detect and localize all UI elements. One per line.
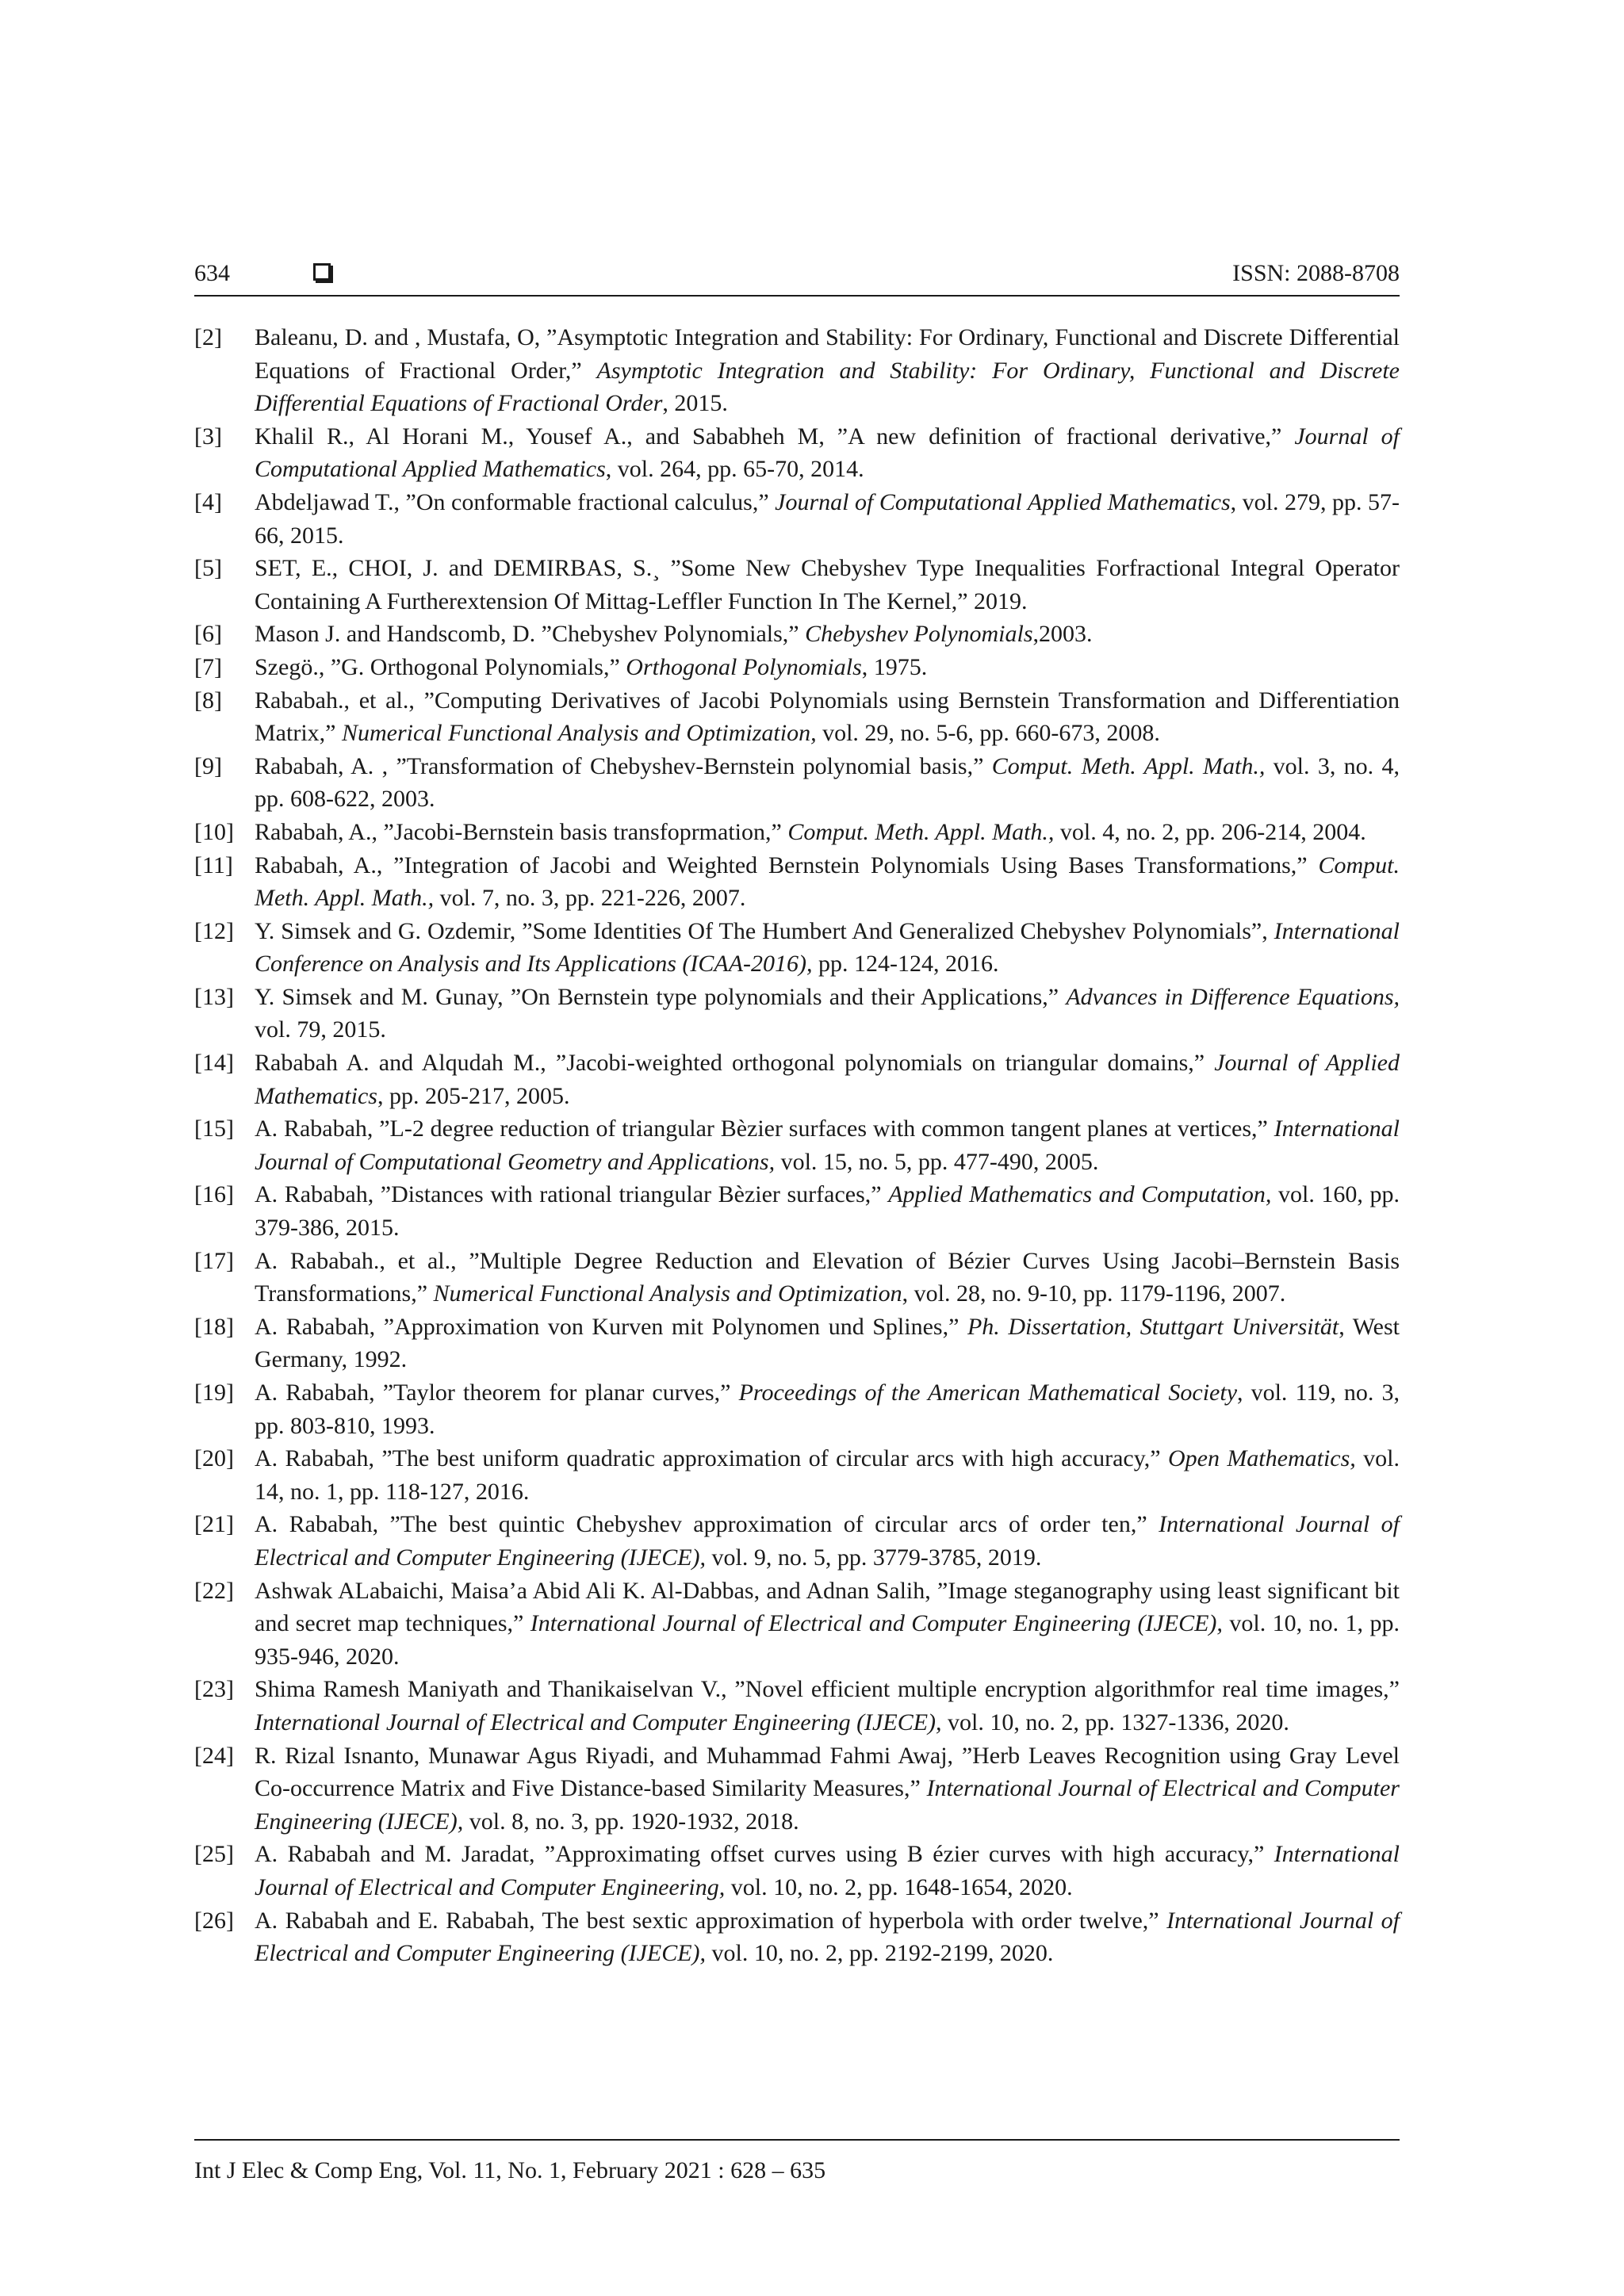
reference-item [194,1442,1400,1508]
reference-source: International Journal of Computational Geometry and Applications, [255,1115,1400,1175]
reference-item [194,1112,1400,1178]
reference-item [194,486,1400,552]
reference-item [194,618,1400,651]
reference-source: International Journal of Electrical and Computer Engineering (IJECE), [255,1907,1400,1967]
reference-number: [4] [194,488,222,515]
reference-details: vol. 15, no. 5, pp. 477-490, 2005. [775,1148,1099,1175]
reference-item [194,750,1400,816]
reference-item [194,981,1400,1047]
reference-details: vol. 7, no. 3, pp. 221-226, 2007. [434,885,746,912]
footer-citation: Int J Elec & Comp Eng, Vol. 11, No. 1, February 2021 : 628 – 635 [194,2157,826,2183]
reference-item [194,1575,1400,1674]
page-number: 634 [194,260,230,286]
reference-text: Shima Ramesh Maniyath and Thanikaiselvan V., ”Novel efficient multiple encryption algorithmfor real time images,” [255,1676,1400,1703]
reference-item [194,1178,1400,1244]
issn-label: ISSN: 2088-8708 [1232,260,1400,286]
box-icon [313,263,331,281]
reference-source: International Journal of Electrical and Computer Engineering (IJECE), [530,1610,1223,1637]
reference-list [194,321,1400,1970]
reference-text: A. Rababah, ”L-2 degree reduction of triangular Bèzier surfaces with common tangent planes at vertices,” [255,1115,1274,1142]
reference-text: Y. Simsek and G. Ozdemir, ”Some Identities Of The Humbert And Generalized Chebyshev Polynomials”, [255,917,1274,944]
reference-text: A. Rababah, ”Approximation von Kurven mit Polynomen und Splines,” [255,1313,967,1340]
reference-source: Comput. Meth. Appl. Math., [255,851,1400,912]
reference-item [194,1245,1400,1311]
reference-details: , vol. 119, no. 3, pp. 803-810, 1993. [255,1380,1400,1439]
reference-source: International Conference on Analysis and Its Applications (ICAA-2016), [255,917,1400,978]
reference-item [194,420,1400,486]
reference-source: International Journal of Electrical and Computer Engineering (IJECE), [255,1709,942,1735]
reference-source: Asymptotic Integration and Stability: For Ordinary, Functional and Discrete Differential Equations of Fractional Order [255,357,1400,417]
reference-item [194,1311,1400,1376]
reference-item [194,849,1400,915]
reference-item [194,552,1400,618]
reference-source: Chebyshev Polynomials [805,621,1033,648]
reference-details: vol. 10, no. 1, pp. 935-946, 2020. [255,1610,1400,1670]
reference-text: Khalil R., Al Horani M., Yousef A., and Sababheh M, ”A new definition of fractional derivative,” [255,423,1295,450]
reference-source: Open Mathematics, [1167,1445,1356,1472]
reference-details: vol. 10, no. 2, pp. 1648-1654, 2020. [725,1873,1073,1900]
reference-details: vol. 79, 2015. [255,1016,386,1043]
reference-details: vol. 9, no. 5, pp. 3779-3785, 2019. [706,1544,1042,1571]
reference-text: A. Rababah, ”Distances with rational triangular Bèzier surfaces,” [255,1181,889,1208]
reference-number: [18] [194,1313,234,1340]
reference-source: Ph. Dissertation, Stuttgart Universität [967,1313,1339,1340]
reference-details: vol. 29, no. 5-6, pp. 660-673, 2008. [816,720,1160,747]
reference-item [194,1838,1400,1904]
reference-details: , vol. 264, pp. 65-70, 2014. [605,456,864,483]
reference-text: A. Rababah, ”Taylor theorem for planar curves,” [255,1380,739,1406]
reference-text: Y. Simsek and M. Gunay, ”On Bernstein type polynomials and their Applications,” [255,983,1067,1010]
reference-number: [23] [194,1676,234,1703]
reference-item [194,1739,1400,1839]
reference-number: [19] [194,1380,234,1406]
reference-text: A. Rababah, ”The best quintic Chebyshev approximation of circular arcs of order ten,” [255,1511,1159,1538]
reference-details: vol. 4, no. 2, pp. 206-214, 2004. [1054,818,1366,845]
page-header [194,254,1400,293]
reference-number: [10] [194,818,234,845]
reference-item [194,651,1400,684]
reference-number: [3] [194,423,222,450]
reference-details: ,2003. [1032,621,1093,648]
reference-item [194,1904,1400,1970]
reference-source: Advances in Difference Equations, [1066,983,1400,1010]
reference-text: Ashwak ALabaichi, Maisa’a Abid Ali K. Al-Dabbas, and Adnan Salih, ”Image steganography using least significant bit and secret map techniques,” [255,1577,1400,1637]
reference-number: [6] [194,621,222,648]
reference-details: vol. 10, no. 2, pp. 2192-2199, 2020. [706,1940,1054,1967]
reference-number: [20] [194,1445,234,1472]
reference-item [194,1376,1400,1442]
reference-source: Applied Mathematics and Computation, [888,1181,1272,1208]
reference-item [194,1673,1400,1739]
reference-source: Numerical Functional Analysis and Optimization, [341,720,817,747]
reference-number: [25] [194,1841,234,1868]
reference-text: A. Rababah and M. Jaradat, ”Approximating offset curves using B ézier curves with high accuracy,” [255,1841,1274,1868]
reference-number: [17] [194,1247,234,1274]
reference-number: [2] [194,324,222,350]
reference-number: [22] [194,1577,234,1604]
reference-details: vol. 8, no. 3, pp. 1920-1932, 2018. [463,1808,799,1835]
reference-number: [9] [194,752,222,779]
footer-rule [194,2139,1400,2141]
reference-text: Mason J. and Handscomb, D. ”Chebyshev Polynomials,” [255,621,806,648]
reference-details: , 1975. [861,653,928,680]
reference-item [194,1508,1400,1574]
reference-text: Abdeljawad T., ”On conformable fractional calculus,” [255,488,776,515]
reference-text: R. Rizal Isnanto, Munawar Agus Riyadi, and Muhammad Fahmi Awaj, ”Herb Leaves Recognition using Gray Level Co-occurrence Matrix and Five Distance-based Similarity Measures,” [255,1742,1400,1802]
reference-text: A. Rababah., et al., ”Multiple Degree Reduction and Elevation of Bézier Curves Using Jacobi–Bernstein Basis Transformations,” [255,1247,1400,1307]
reference-number: [14] [194,1050,234,1077]
reference-source: International Journal of Electrical and Computer Engineering (IJECE), [255,1511,1400,1571]
reference-source: Comput. Meth. Appl. Math., [991,752,1266,779]
reference-text: Rababah, A., ”Jacobi-Bernstein basis transfoprmation,” [255,818,788,845]
reference-details: vol. 10, no. 2, pp. 1327-1336, 2020. [941,1709,1289,1735]
reference-number: [5] [194,555,222,582]
reference-item [194,1047,1400,1112]
header-rule [194,295,1400,297]
reference-item [194,915,1400,981]
reference-details: , West Germany, 1992. [255,1313,1400,1373]
reference-details: , vol. 279, pp. 57-66, 2015. [255,488,1400,549]
reference-details: , vol. 28, no. 9-10, pp. 1179-1196, 2007. [902,1280,1286,1307]
reference-number: [13] [194,983,234,1010]
reference-details: pp. 124-124, 2016. [812,951,999,978]
reference-item [194,816,1400,849]
reference-details: , pp. 205-217, 2005. [377,1082,570,1109]
reference-text: Rababah A. and Alqudah M., ”Jacobi-weighted orthogonal polynomials on triangular domains,” [255,1050,1215,1077]
reference-number: [24] [194,1742,234,1769]
reference-source: Journal of Computational Applied Mathematics [255,423,1400,483]
reference-details: vol. 14, no. 1, pp. 118-127, 2016. [255,1445,1400,1505]
reference-source: Comput. Meth. Appl. Math., [787,818,1055,845]
reference-text: Rababah, A., ”Integration of Jacobi and Weighted Bernstein Polynomials Using Bases Transformations,” [255,851,1319,878]
reference-number: [26] [194,1907,234,1934]
reference-item [194,321,1400,420]
reference-number: [15] [194,1115,234,1142]
reference-details: vol. 160, pp. 379-386, 2015. [255,1181,1400,1242]
reference-text: Rababah, A. , ”Transformation of Chebyshev-Bernstein polynomial basis,” [255,752,992,779]
reference-text: SET, E., CHOI, J. and DEMIRBAS, S.¸ ”Some New Chebyshev Type Inequalities Forfractional Integral Operator Containing A Furtherextension Of Mittag-Leffler Function In The Kernel,” 2019. [255,555,1400,614]
reference-source: Journal of Applied Mathematics [255,1050,1400,1109]
reference-number: [7] [194,653,222,680]
reference-source: Journal of Computational Applied Mathematics [775,488,1231,515]
reference-source: International Journal of Electrical and Computer Engineering, [255,1841,1400,1900]
reference-details: , 2015. [662,390,728,417]
reference-source: Numerical Functional Analysis and Optimization [433,1280,902,1307]
reference-source: Proceedings of the American Mathematical Society [738,1380,1238,1406]
reference-text: Szegö., ”G. Orthogonal Polynomials,” [255,653,626,680]
reference-item [194,684,1400,750]
reference-source: International Journal of Electrical and Computer Engineering (IJECE), [255,1775,1400,1835]
reference-text: A. Rababah, ”The best uniform quadratic approximation of circular arcs with high accuracy,” [255,1445,1168,1472]
reference-number: [8] [194,687,222,714]
reference-source: Orthogonal Polynomials [626,653,862,680]
reference-details: vol. 3, no. 4, pp. 608-622, 2003. [255,752,1400,813]
reference-text: Rababah., et al., ”Computing Derivatives of Jacobi Polynomials using Bernstein Transformation and Differentiation Matrix,” [255,687,1400,747]
reference-text: Baleanu, D. and , Mustafa, O, ”Asymptotic Integration and Stability: For Ordinary, Functional and Discrete Differential Equations of Fractional Order,” [255,324,1400,384]
reference-number: [16] [194,1181,234,1208]
reference-number: [12] [194,917,234,944]
reference-text: A. Rababah and E. Rababah, The best sextic approximation of hyperbola with order twelve,” [255,1907,1167,1934]
reference-number: [11] [194,851,233,878]
reference-number: [21] [194,1511,234,1538]
